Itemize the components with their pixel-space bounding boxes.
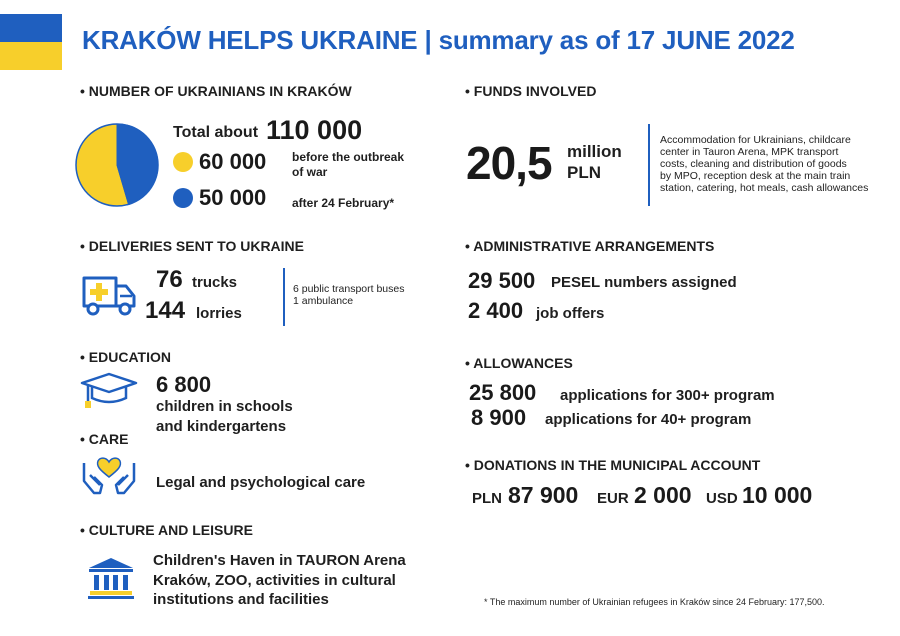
after-label: after 24 February* (292, 196, 395, 210)
care-heading: • CARE (80, 431, 129, 447)
jobs-value: 2 400 (468, 298, 524, 323)
yellow-legend-dot (173, 152, 193, 172)
care-label: Legal and psychological care (156, 474, 366, 491)
allowances-heading: • ALLOWANCES (465, 355, 573, 371)
page-title: KRAKÓW HELPS UKRAINE | summary as of 17 JUNE 2022 (82, 25, 795, 55)
funds-desc-line-5: station, catering, hot meals, cash allowances (660, 182, 869, 194)
donation-usd-currency: USD (706, 490, 738, 507)
funds-value: 20,5 (466, 137, 552, 189)
donation-eur-value: 2 000 (634, 482, 692, 508)
culture-line-2: Kraków, ZOO, activities in cultural (153, 572, 396, 589)
admin-heading: • ADMINISTRATIVE ARRANGEMENTS (465, 238, 715, 254)
after-value: 50 000 (199, 185, 267, 210)
lorries-label: lorries (196, 305, 242, 322)
deliveries-note-2: 1 ambulance (293, 295, 354, 307)
donation-pln-value: 87 900 (508, 482, 579, 508)
education-label-2: and kindergartens (156, 418, 287, 435)
funds-unit-pln: PLN (567, 163, 601, 182)
culture-line-3: institutions and facilities (153, 591, 329, 608)
total-label: Total about (173, 124, 259, 141)
lorries-value: 144 (145, 297, 186, 324)
education-label-1: children in schools (156, 398, 293, 415)
jobs-label: job offers (536, 305, 605, 322)
funds-heading: • FUNDS INVOLVED (465, 83, 597, 99)
ambulance-icon (80, 272, 138, 318)
population-pie-chart (74, 122, 160, 208)
population-heading: • NUMBER OF UKRAINIANS IN KRAKÓW (80, 83, 352, 99)
allowance-300-value: 25 800 (469, 380, 537, 405)
donations-heading: • DONATIONS IN THE MUNICIPAL ACCOUNT (465, 457, 761, 473)
before-label-line1: before the outbreak (292, 150, 405, 164)
footnote: * The maximum number of Ukrainian refugees in Kraków since 24 February: 177,500. (484, 597, 825, 607)
flag-blue-stripe (0, 14, 62, 42)
trucks-label: trucks (192, 274, 238, 291)
deliveries-heading: • DELIVERIES SENT TO UKRAINE (80, 238, 305, 254)
deliveries-note-1: 6 public transport buses (293, 283, 405, 295)
museum-building-icon (86, 556, 136, 600)
education-value: 6 800 (156, 372, 212, 397)
culture-heading: • CULTURE AND LEISURE (80, 522, 253, 538)
total-value: 110 000 (266, 115, 363, 145)
deliveries-divider (283, 268, 285, 326)
funds-desc-line-4: by MPO, reception desk at the main train (660, 170, 851, 182)
before-value: 60 000 (199, 149, 267, 174)
blue-legend-dot (173, 188, 193, 208)
funds-desc-line-1: Accommodation for Ukrainians, childcare (660, 134, 851, 146)
culture-line-1: Children's Haven in TAURON Arena (153, 552, 406, 569)
trucks-value: 76 (156, 266, 183, 293)
graduation-cap-icon (80, 372, 138, 410)
funds-desc-line-3: costs, cleaning and distribution of goods (660, 158, 847, 170)
pesel-value: 29 500 (468, 268, 536, 293)
funds-desc-line-2: center in Tauron Arena, MPK transport (660, 146, 839, 158)
donation-usd-value: 10 000 (742, 482, 813, 508)
funds-divider (648, 124, 650, 206)
funds-unit-million: million (567, 142, 622, 161)
education-heading: • EDUCATION (80, 349, 171, 365)
donation-eur-currency: EUR (597, 490, 629, 507)
allowance-40-label: applications for 40+ program (545, 411, 752, 428)
flag-yellow-stripe (0, 42, 62, 70)
hands-heart-icon (80, 455, 138, 501)
allowance-40-value: 8 900 (471, 405, 527, 430)
before-label-line2: of war (292, 165, 328, 179)
donation-pln-currency: PLN (472, 490, 502, 507)
pesel-label: PESEL numbers assigned (551, 274, 737, 291)
allowance-300-label: applications for 300+ program (560, 387, 775, 404)
